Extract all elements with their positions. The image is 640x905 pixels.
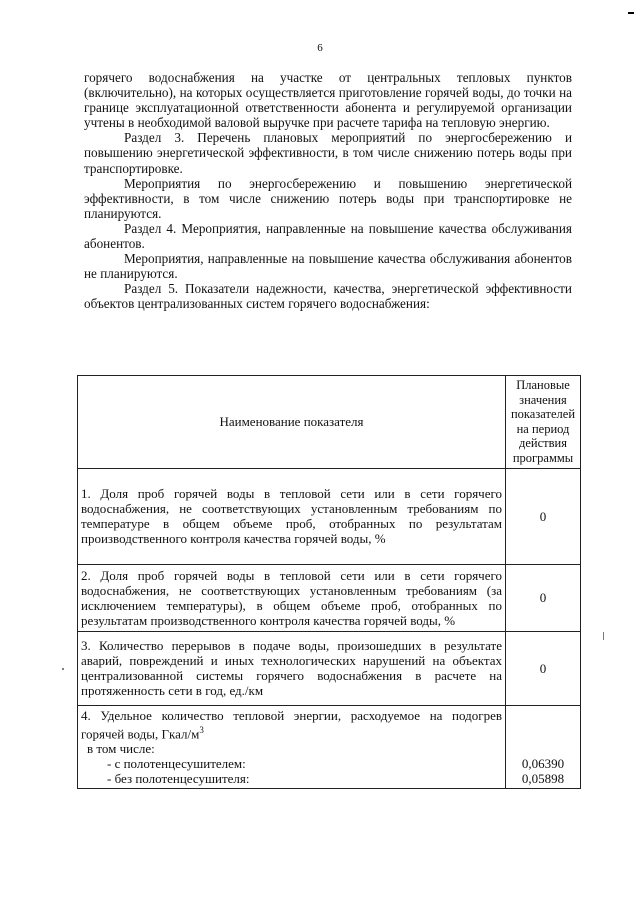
header-planned-values: Плановые значения показателей на период действия программы [506,376,581,469]
section-3-heading: Раздел 3. Перечень плановых мероприятий по энергосбережению и повышению энергетической эффективности, в том числе снижению потерь воды при транспортировке. [84,130,572,176]
indicator-name [78,705,506,788]
sub-item-without-towel-dryer: - без полотенцесушителя: [107,770,250,786]
indicators-table [77,375,581,789]
scan-artifact-tick [603,632,604,640]
indicator-value: 0 [506,564,581,631]
indicator-name: 2. Доля проб горячей воды в тепловой сети или в сети горячего водоснабжения, не соответствующих установленным требованиям (за исключением температуры), в общем объеме проб, отобранных по результатам производственного контроля качества горячей воды, % [78,564,506,631]
value-without-towel-dryer: 0,05898 [521,770,565,786]
including-label: в том числе: [87,740,155,756]
unit-exponent: 3 [199,724,204,735]
body-text [84,70,572,312]
sub-item-with-towel-dryer: - с полотенцесушителем: [107,755,246,771]
page-number: 6 [317,42,323,54]
section-5-heading: Раздел 5. Показатели надежности, качества, энергетической эффективности объектов централизованных систем горячего водоснабжения: [84,281,572,312]
table-row [78,468,581,564]
corner-mark [628,12,634,14]
indicator-name: 1. Доля проб горячей воды в тепловой сети или в сети горячего водоснабжения, не соответствующих установленным требованиям по температуре в общем объеме проб, отобранных по результатам производственного контроля качества горячей воды, % [78,468,506,564]
indicator-values [506,705,581,788]
table-row [78,631,581,705]
header-indicator-name: Наименование показателя [78,376,506,469]
value-with-towel-dryer: 0,06390 [521,755,565,771]
table-row [78,705,581,788]
paragraph: Мероприятия, направленные на повышение качества обслуживания абонентов не планируются. [84,251,572,282]
paragraph: Мероприятия по энергосбережению и повышению энергетической эффективности, в том числе снижению потерь воды при транспортировке не планируются. [84,175,572,221]
table-header-row [78,376,581,469]
indicator-value: 0 [506,468,581,564]
indicator-name: 3. Количество перерывов в подаче воды, произошедших в результате аварий, повреждений и иных технологических нарушений на объектах централизованной системы горячего водоснабжения в расчете на протяженность сети в год, ед./км [78,631,506,705]
indicator-4-title: 4. Удельное количество тепловой энергии, расходуемое на подогрев горячей воды, Гкал/м [81,707,502,741]
scan-artifact-dot [62,668,64,670]
indicator-value: 0 [506,631,581,705]
section-4-heading: Раздел 4. Мероприятия, направленные на повышение качества обслуживания абонентов. [84,220,572,252]
table-row [78,564,581,631]
paragraph: горячего водоснабжения на участке от центральных тепловых пунктов (включительно), на которых осуществляется приготовление горячей воды, до точки на границе эксплуатационной ответственности абонента и регулируемой организации учтены в необходимой валовой выручке при расчете тарифа на тепловую энергию. [84,70,572,131]
